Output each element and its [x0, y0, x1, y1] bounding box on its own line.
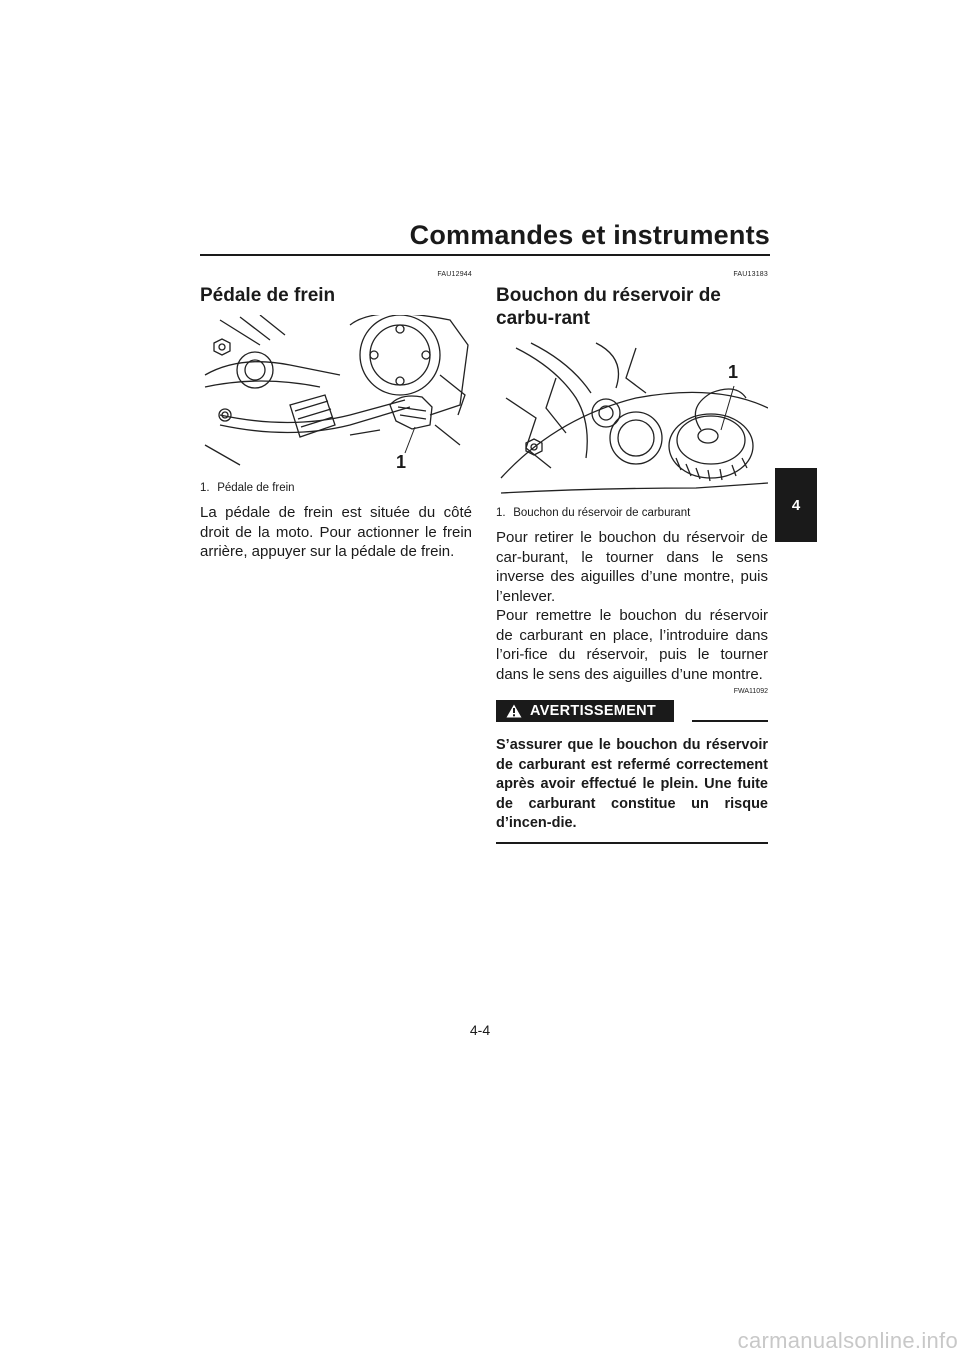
caption-number: 1. [496, 507, 506, 519]
warning-badge [496, 700, 674, 722]
caption-text: Pédale de frein [217, 482, 295, 494]
left-column [200, 270, 472, 562]
watermark: carmanualsonline.info [737, 1328, 958, 1353]
brake-pedal-illustration [200, 315, 472, 473]
figure-callout-1: 1 [396, 452, 407, 472]
warning-code: FWA11092 [733, 688, 768, 695]
warning-bottom-rule [496, 842, 768, 844]
body-paragraph-remove: Pour retirer le bouchon du réservoir de car-burant, le tourner dans le sens inverse des aiguilles d’une montre, puis l’enlever. [496, 529, 768, 605]
right-column [496, 270, 768, 844]
warning-label: AVERTISSEMENT [530, 703, 657, 719]
caption-text: Bouchon du réservoir de carburant [513, 507, 691, 519]
caption-number: 1. [200, 482, 210, 494]
title-rule [200, 254, 770, 256]
brake-pedal-figure [200, 315, 472, 473]
figure-caption [200, 481, 472, 495]
warning-rule [692, 720, 768, 722]
section-code: FAU12944 [437, 271, 472, 278]
warning-text: S’assurer que le bouchon du réservoir de carburant est refermé correctement après avoir effectué le plein. Une fuite de carburant constitue un risque d’incen-die. [496, 737, 768, 831]
chapter-tab: 4 [775, 468, 817, 542]
section-code: FAU13183 [733, 271, 768, 278]
warning-header [496, 700, 768, 724]
body-paragraph: La pédale de frein est située du côté droit de la moto. Pour actionner le frein arrière, appuyer sur la pédale de frein. [200, 504, 472, 560]
warning-triangle-icon [506, 704, 522, 718]
fuel-cap-figure [496, 338, 768, 498]
figure-callout-1: 1 [728, 362, 739, 382]
body-paragraph-install: Pour remettre le bouchon du réservoir de carburant en place, l’introduire dans l’ori-fice du réservoir, puis le tourner dans le sens des aiguilles d’une montre. [496, 607, 768, 683]
page-number: 4-4 [469, 1022, 491, 1038]
section-heading-brake-pedal: Pédale de frein [200, 285, 336, 306]
figure-caption [496, 506, 768, 520]
page-title: Commandes et instruments [409, 220, 770, 250]
section-heading-fuel-cap: Bouchon du réservoir de carbu-rant [496, 285, 721, 329]
